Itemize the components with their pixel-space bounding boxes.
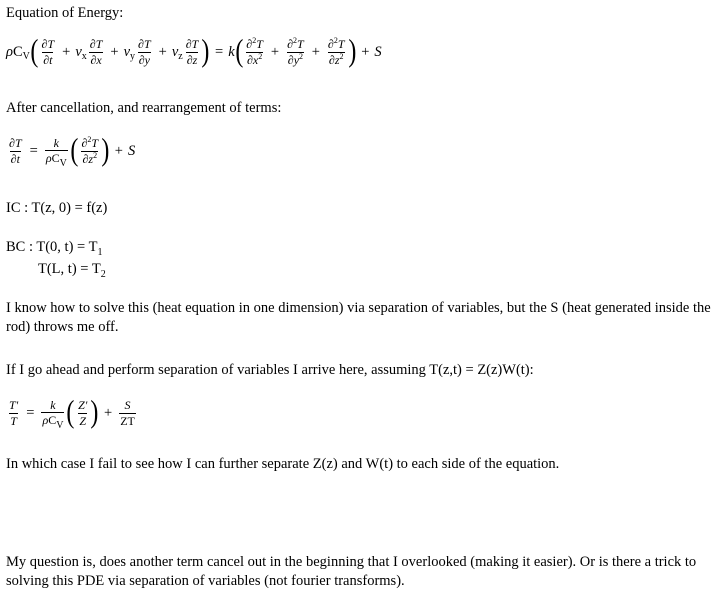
paragraph-heat-equation: I know how to solve this (heat equation in one dimension) via separation of variables, but the S (heat generated inside the rod) throws me off. [6,300,711,335]
rearranged-equation: $\frac{\partial T}{\partial t}$ = $\frac{k}{\rho C_V}$ ( $\frac{\partial^2T}{\partial z^2}$ ) + S [9,131,136,170]
boundary-condition-1: BC : T(0, $t) = T_1$ [6,239,103,258]
initial-condition: IC : T(z, 0) = f(z) [6,200,108,216]
after-cancellation-text: After cancellation, and rearrangement of terms: [6,100,282,116]
boundary-condition-2: T(L, $t) = T_2$ [38,261,106,280]
paragraph-question: My question is, does another term cancel out in the beginning that I overlooked (making it easier). Or is there a trick to solving this PDE via separation of variables (not fourier transforms). [6,554,697,589]
energy-equation: ρ C V ( $\frac{\partial T}{\partial t}$ + v x $\frac{\partial T}{\partial x}$ + v y $\frac{\partial T}{\partial y}$ + v z $\frac{\partial T}{\partial z}$ ) = k ( $\frac{\partial^2T}{\partial x^2}$ + $\frac{\partial^2T}{\partial y^2}$ + $\frac{\partial^2T}{\partial z^2}$ ) + S [6,32,382,68]
heading: Equation of Energy: [6,5,124,21]
separated-equation: $\frac{T'}{T}$ = $\frac{k}{\rho C_V}$ ( $\frac{Z'}{Z}$ ) + $\frac{S}{ZT}$ [9,393,135,432]
paragraph-fail: In which case I fail to see how I can further separate Z(z) and W(t) to each side of the equation. [6,456,560,472]
paragraph-separation: If I go ahead and perform separation of variables I arrive here, assuming T(z,t) = Z(z)W(t): [6,362,534,378]
